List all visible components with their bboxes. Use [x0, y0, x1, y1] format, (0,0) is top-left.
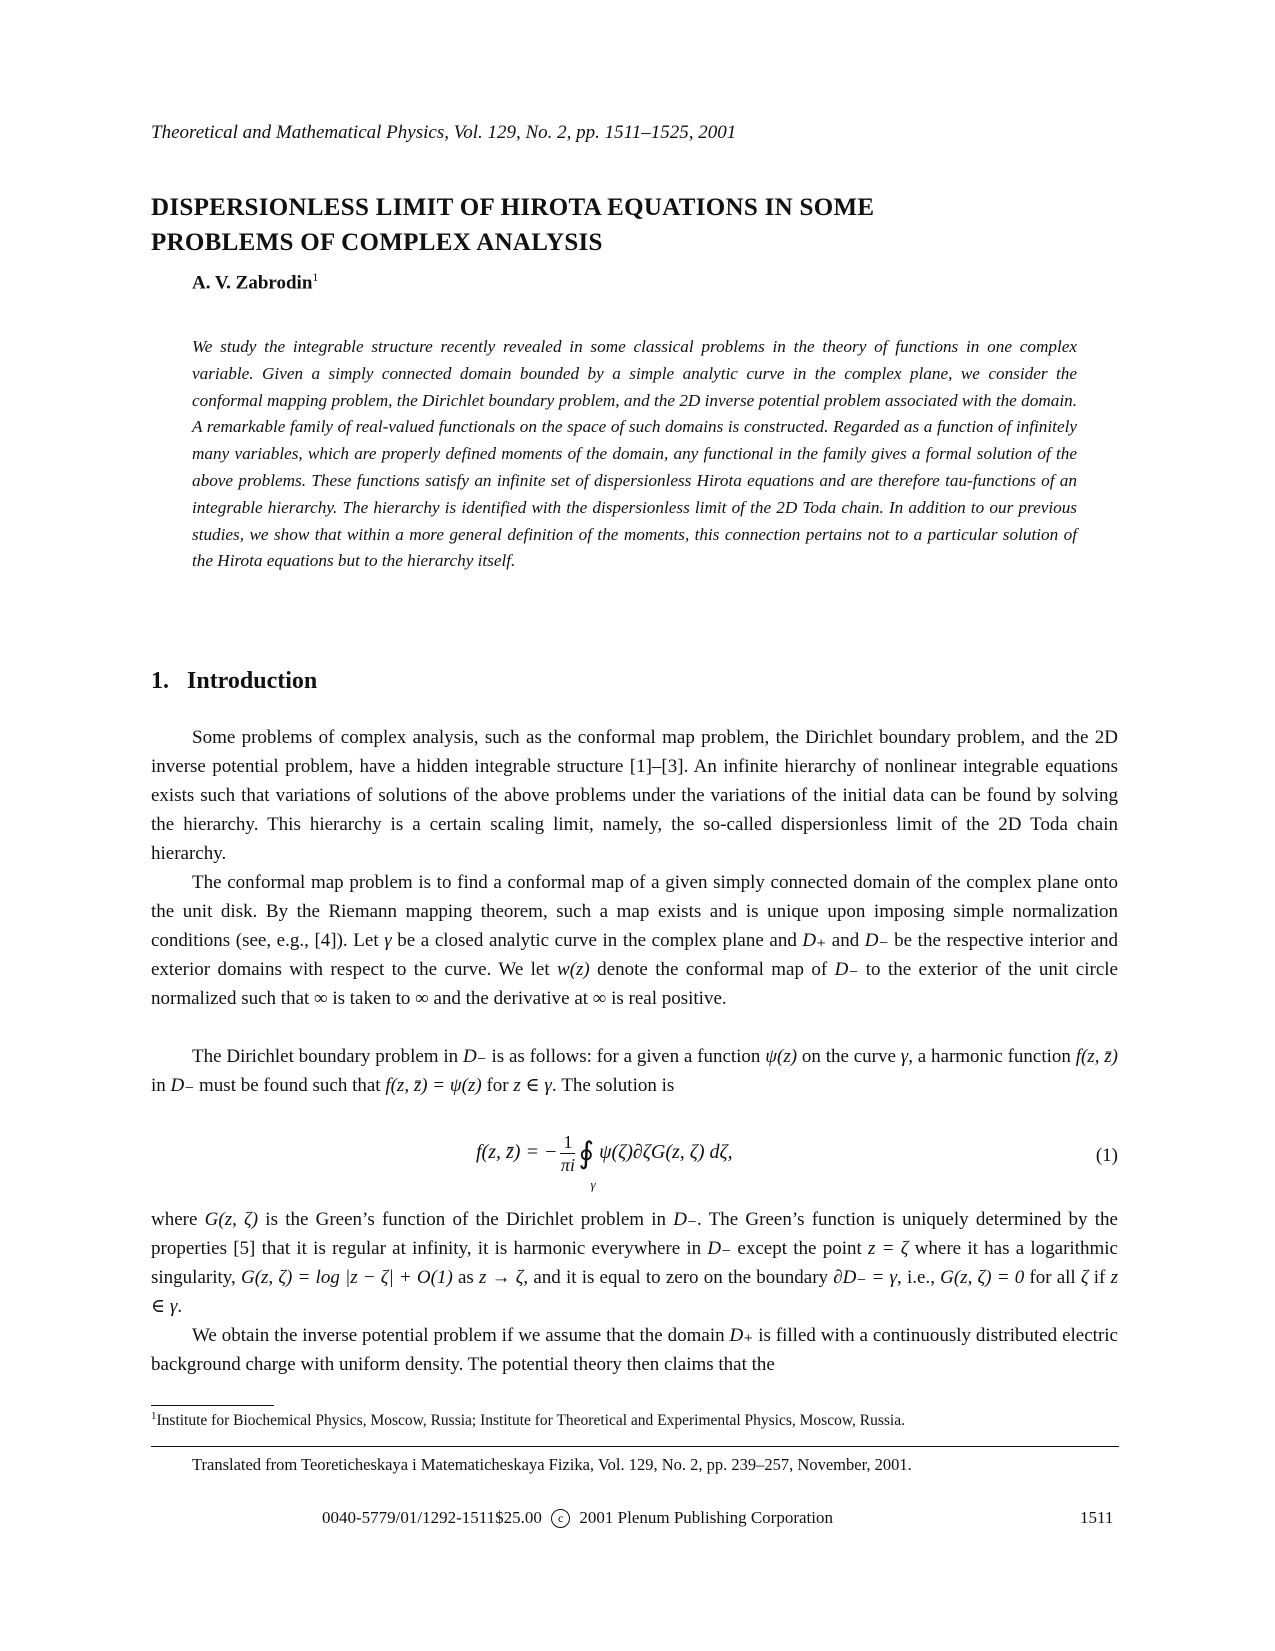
footnote-text: Institute for Biochemical Physics, Moscow, Russia; Institute for Theoretical and Experimental Physics, Moscow, Russia. [156, 1412, 905, 1430]
author [192, 270, 318, 294]
copyright-line [322, 1508, 833, 1528]
paragraph-2: The conformal map problem is to find a conformal map of a given simply connected domain of the complex plane onto the unit disk. By the Riemann mapping theorem, such a map exists and is unique upon imposing simple normalization conditions (see, e.g., [4]). Let γ be a closed analytic curve in the complex plane and D₊ and D₋ be the respective interior and exterior domains with respect to the curve. We let w(z) denote the conformal map of D₋ to the exterior of the unit circle normalized such that ∞ is taken to ∞ and the derivative at ∞ is real positive. [151, 872, 1119, 1009]
page-number: 1511 [1080, 1508, 1114, 1527]
issn-price: 0040-5779/01/1292-1511$25.00 [322, 1508, 542, 1527]
footnote-mark: 1 [151, 1410, 157, 1422]
equation-fraction: $\frac{1}{\pi i}$ [560, 1132, 575, 1175]
equation-1 [151, 1125, 1118, 1191]
contour-label: γ [590, 1177, 596, 1192]
paragraph-1: Some problems of complex analysis, such as the conformal map problem, the Dirichlet boundary problem, and the 2D inverse potential problem, have a hidden integrable structure [1]–[3]. An infinite hierarchy of nonlinear integrable equations exists such that variations of solutions of the above problems under the variations of the initial data can be found by solving the hierarchy. This hierarchy is a certain scaling limit, namely, the so-called dispersionless limit of the 2D Toda chain hierarchy. [151, 727, 1118, 864]
translation-note: Translated from Teoreticheskaya i Matematicheskaya Fizika, Vol. 129, No. 2, pp. 239–257, November, 2001. [192, 1455, 912, 1474]
footer-divider [151, 1446, 1119, 1447]
contour-integral-sign: ∮ γ [578, 1137, 596, 1192]
abstract: We study the integrable structure recently revealed in some classical problems in the theory of functions in one complex variable. Given a simply connected domain bounded by a simple analytic curve in the complex plane, we consider the conformal mapping problem, the Dirichlet boundary problem, and the 2D inverse potential problem associated with the domain. A remarkable family of real-valued functionals on the space of such domains is constructed. Regarded as a function of infinitely many variables, which are properly defined moments of the domain, any functional in the family gives a formal solution of the above problems. These functions satisfy an infinite set of dispersionless Hirota equations and are therefore tau-functions of an integrable hierarchy. The hierarchy is identified with the dispersionless limit of the 2D Toda chain. In addition to our previous studies, we show that within a more general definition of the moments, this connection pertains not to a particular solution of the Hirota equations but to the hierarchy itself. [192, 337, 1077, 571]
journal-citation: Theoretical and Mathematical Physics, Vol. 129, No. 2, pp. 1511–1525, 2001 [151, 122, 737, 143]
author-footnote-mark: 1 [312, 270, 319, 284]
title-line-2: PROBLEMS OF COMPLEX ANALYSIS [151, 229, 603, 256]
paragraph-3: The Dirichlet boundary problem in D₋ is as follows: for a given a function ψ(z) on the curve γ, a harmonic function f(z, z̄) in D₋ must be found such that f(z, z̄) = ψ(z) for z ∈ γ. The solution is [151, 1046, 1118, 1096]
copyright-icon: c [551, 1509, 570, 1528]
paragraph-5: We obtain the inverse potential problem if we assume that the domain D₊ is filled with a continuously distributed electric background charge with uniform density. The potential theory then claims that the [151, 1325, 1118, 1375]
footnote-divider [151, 1405, 274, 1406]
footnote [151, 1410, 1126, 1430]
equation-lhs: f(z, z̄) = − [476, 1141, 558, 1164]
author-name: A. V. Zabrodin [192, 272, 313, 294]
equation-number: (1) [1095, 1145, 1118, 1166]
equation-rhs: ψ(ζ)∂ζG(z, ζ) dζ, [599, 1141, 733, 1164]
section-title: Introduction [187, 668, 318, 694]
copyright-holder: 2001 Plenum Publishing Corporation [579, 1508, 833, 1527]
paragraph-4: where G(z, ζ) is the Green’s function of the Dirichlet problem in D₋. The Green’s function is uniquely determined by the properties [5] that it is regular at infinity, it is harmonic everywhere in D₋ except the point z = ζ where it has a logarithmic singularity, G(z, ζ) = log |z − ζ| + O(1) as z → ζ, and it is equal to zero on the boundary ∂D₋ = γ, i.e., G(z, ζ) = 0 for all ζ if z ∈ γ. [151, 1209, 1118, 1317]
title-line-1: DISPERSIONLESS LIMIT OF HIROTA EQUATIONS IN SOME [151, 194, 875, 221]
section-heading [151, 668, 317, 695]
equation-body [476, 1131, 733, 1192]
article-title [151, 190, 1131, 260]
section-number: 1. [151, 668, 169, 694]
